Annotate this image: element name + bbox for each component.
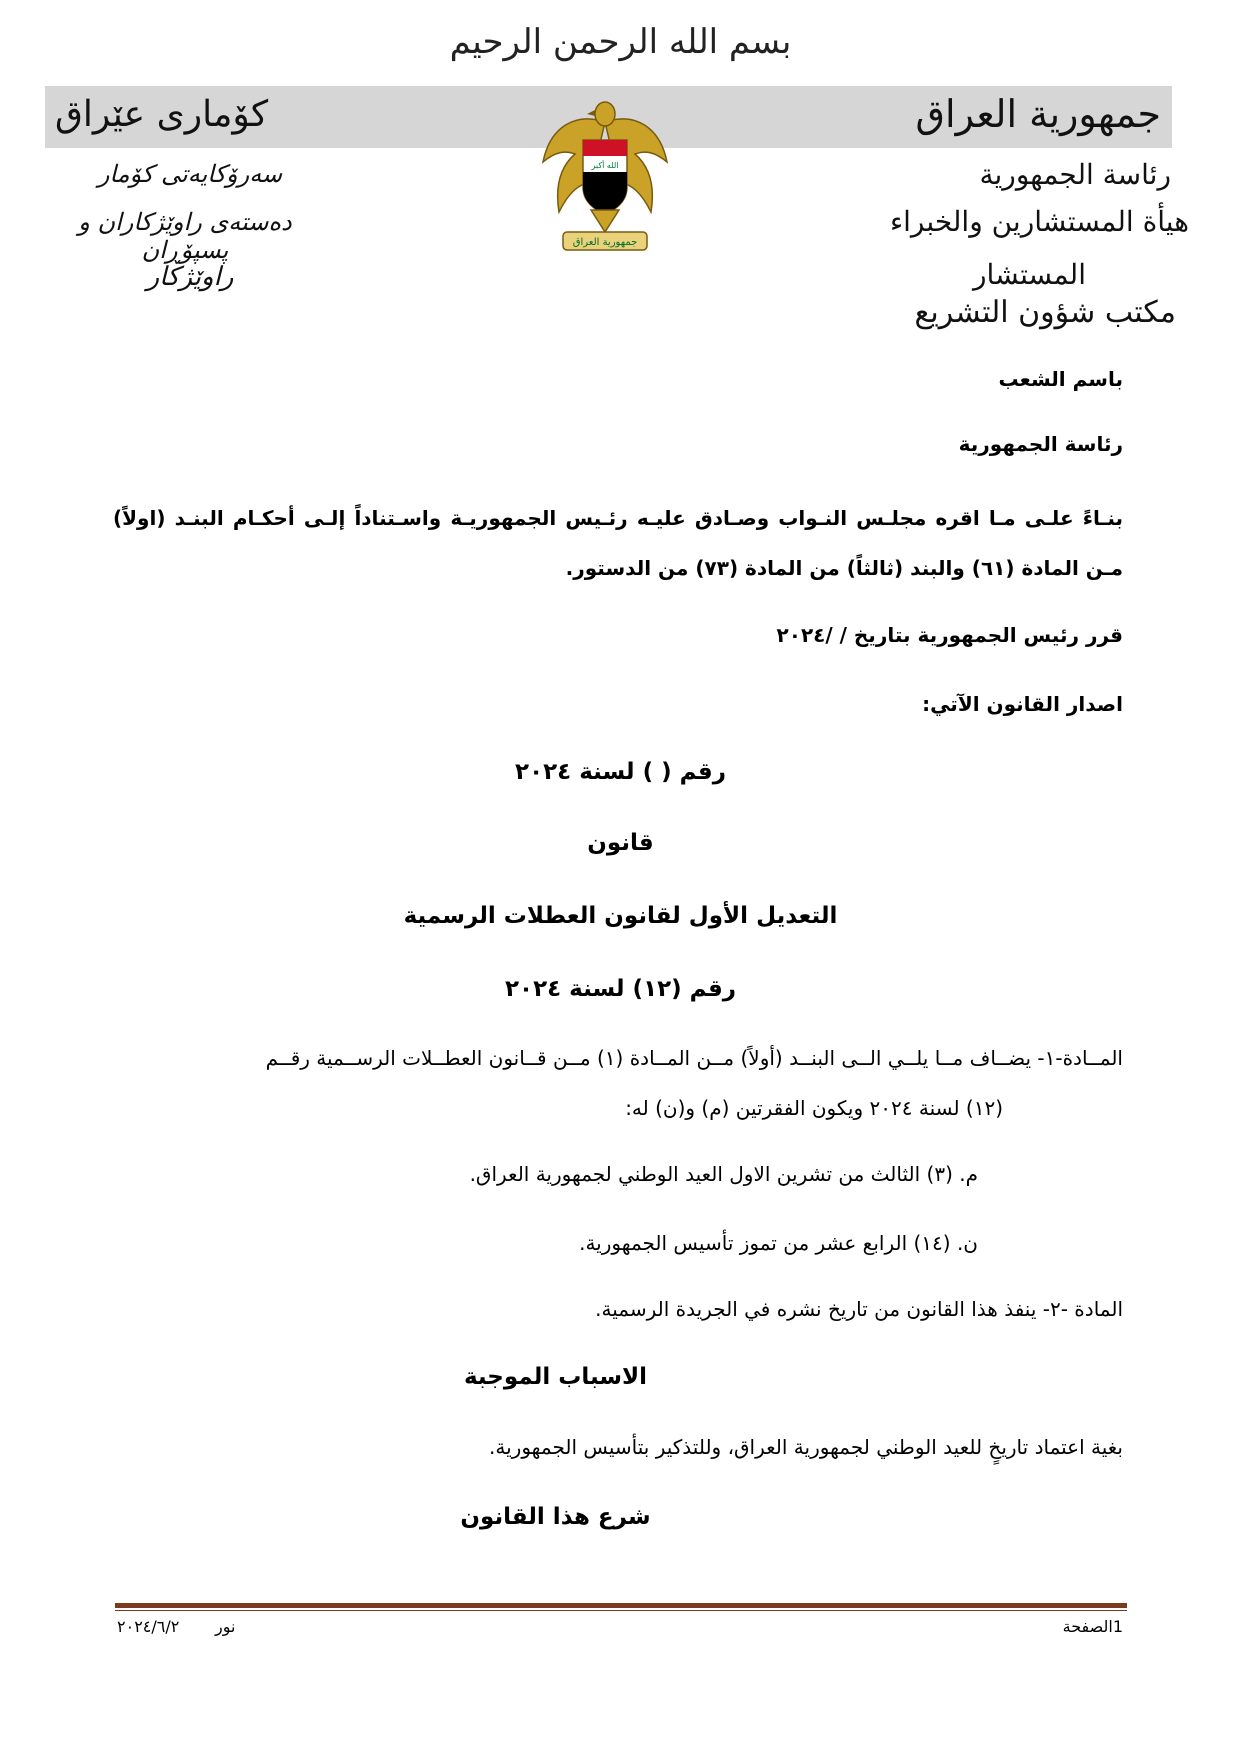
- republic-title-kurdish: کۆماری عێراق: [55, 94, 269, 135]
- advisor-label-kurdish: راوێژکار: [146, 262, 234, 292]
- footer-rule-thin: [115, 1610, 1127, 1611]
- law-reference-number: رقم (١٢) لسنة ٢٠٢٤: [505, 976, 736, 1002]
- name-of-people: باسم الشعب: [998, 367, 1123, 391]
- law-label: قانون: [587, 830, 654, 856]
- item-n: ن. (١٤) الرابع عشر من تموز تأسيس الجمهورية.: [579, 1231, 978, 1255]
- presidency-label-arabic: رئاسة الجمهورية: [979, 158, 1171, 191]
- bismillah-calligraphy: بسم الله الرحمن الرحيم: [449, 22, 792, 62]
- page-number-label: 1الصفحة: [1062, 1617, 1123, 1636]
- reasons-heading: الاسباب الموجبة: [463, 1364, 648, 1390]
- issuance-line: اصدار القانون الآتي:: [922, 692, 1123, 716]
- emblem-scroll-text: جمهورية العراق: [572, 237, 638, 248]
- law-number-line: رقم ( ) لسنة ٢٠٢٤: [515, 759, 726, 785]
- decision-date-line: قرر رئيس الجمهورية بتاريخ / /٢٠٢٤: [776, 623, 1123, 647]
- law-title: التعديل الأول لقانون العطلات الرسمية: [403, 903, 838, 929]
- article-1-line-1: المــادة-١- يضــاف مــا يلــي الــى البنــد (أولاً) مــن المــادة (١) مــن قــانون العطــلات الرســمية رقــم: [265, 1046, 1123, 1070]
- presidency-label-kurdish: سەرۆکایەتی کۆمار: [97, 160, 283, 188]
- footer-rule-thick: [115, 1603, 1127, 1608]
- footer-author: نور: [215, 1617, 236, 1636]
- advisors-board-label: هيأة المستشارين والخبراء: [889, 205, 1189, 238]
- article-1-line-2: (١٢) لسنة ٢٠٢٤ ويكون الفقرتين (م) و(ن) له:: [625, 1096, 1003, 1120]
- item-m: م. (٣) الثالث من تشرين الاول العيد الوطني لجمهورية العراق.: [469, 1162, 978, 1186]
- emblem-takbir-text: الله أكبر: [591, 161, 619, 170]
- advisor-label: المستشار: [973, 258, 1086, 291]
- republic-title-arabic: جمهورية العراق: [915, 92, 1161, 136]
- iraq-emblem-icon: [535, 92, 675, 257]
- advisors-board-label-kurdish: دەستەی راوێژکاران و پسپۆڕان: [78, 208, 292, 264]
- legal-basis-paragraph: بنـاءً علـى مـا اقره مجلـس النـواب وصـادق عليـه رئـيس الجمهوريـة واسـتناداً إلـى أحكـام البنـد (اولاً) مـن المادة (٦١) والبند (ثالثاً) من المادة (٧٣) من الدستور.: [113, 506, 1123, 580]
- closing-line: شرع هذا القانون: [460, 1504, 651, 1530]
- legislation-office-label: مكتب شؤون التشريع: [914, 295, 1176, 330]
- article-2: المادة -٢- ينفذ هذا القانون من تاريخ نشره في الجريدة الرسمية.: [595, 1297, 1123, 1321]
- presidency-heading: رئاسة الجمهورية: [958, 432, 1123, 456]
- reasons-text: بغية اعتماد تاريخٍ للعيد الوطني لجمهورية العراق، وللتذكير بتأسيس الجمهورية.: [489, 1435, 1123, 1459]
- footer-date: ٢٠٢٤/٦/٢: [117, 1617, 180, 1636]
